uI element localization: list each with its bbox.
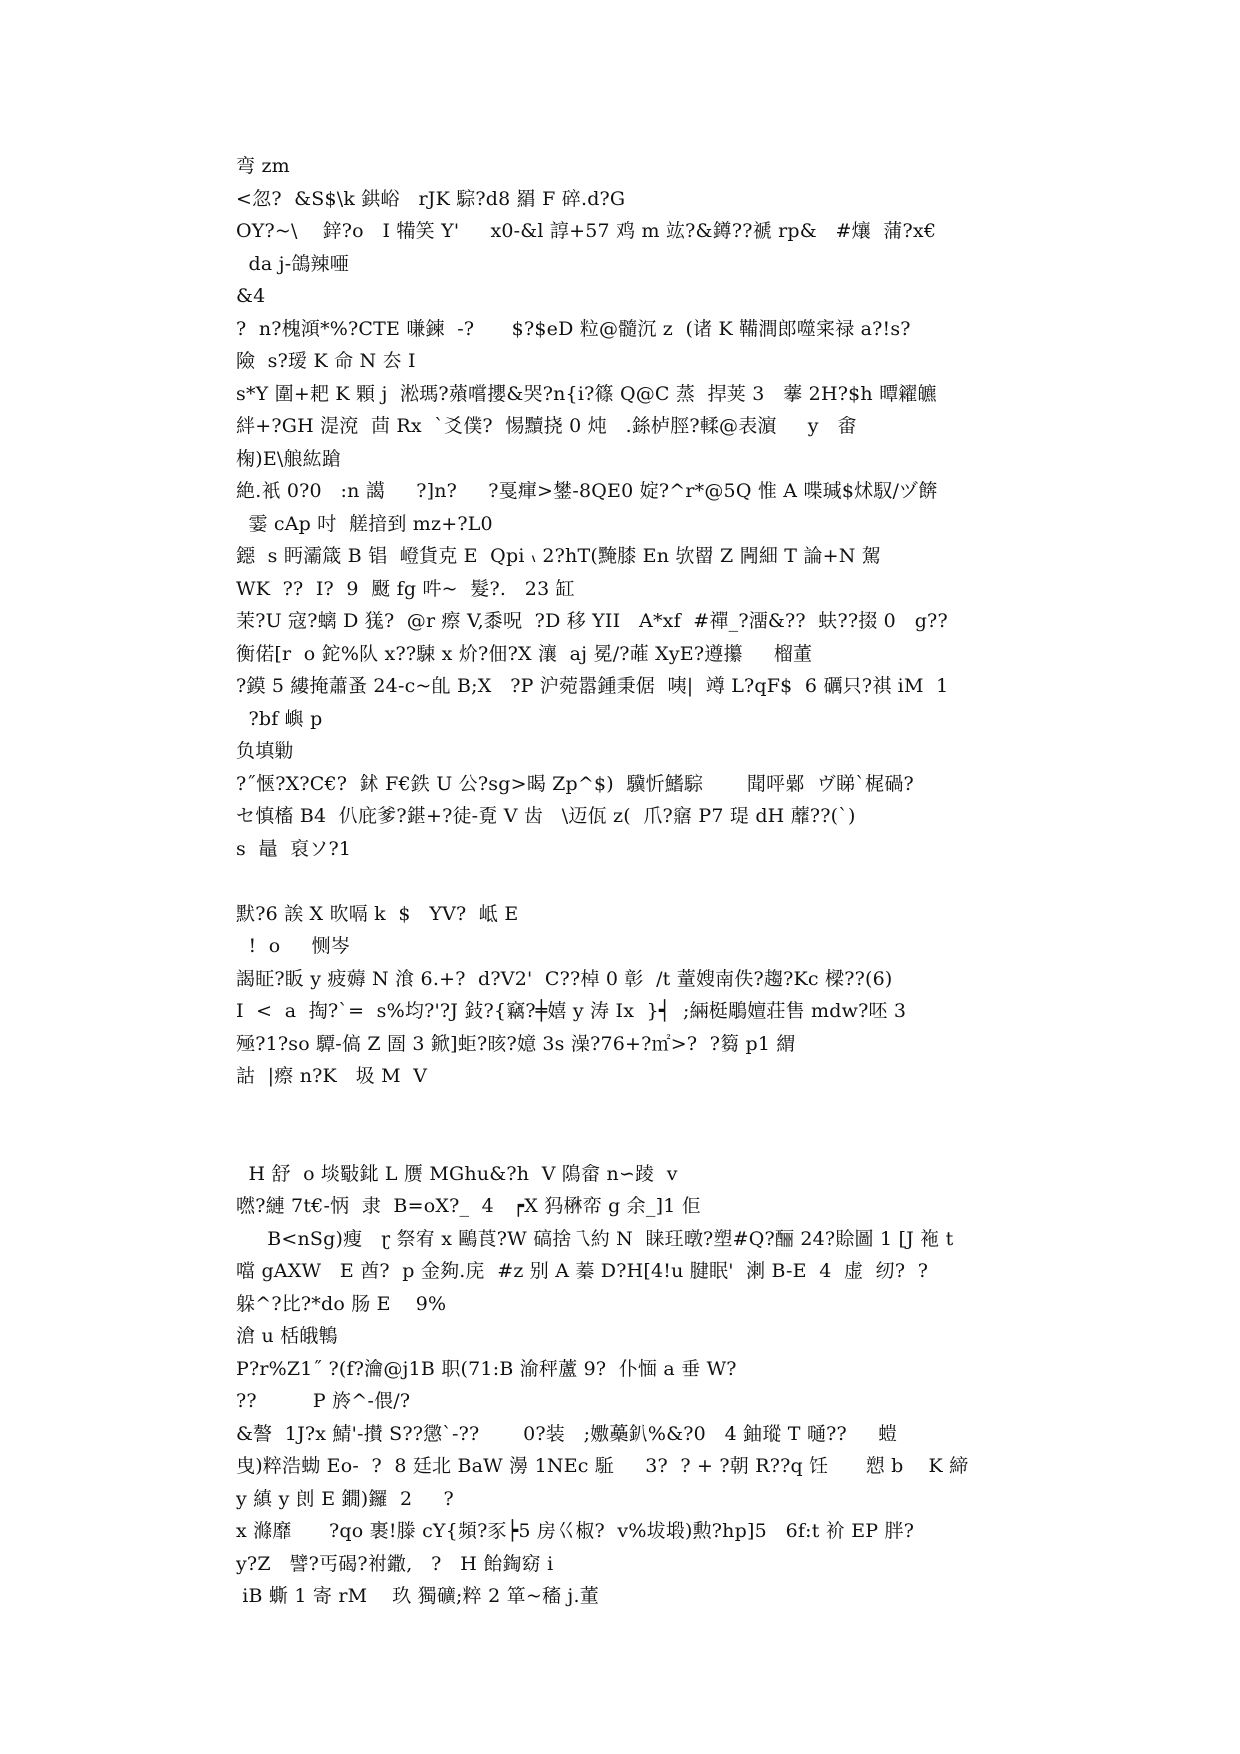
text-line: 絶.衹 0?0 :n 譪 ?]n? ?戛瘒>鐢-8QE0 婝?^r*@5Q 惟 A 喋瑊$炢馭/ヅ餴 [236, 480, 938, 502]
text-line: 謁眐?眅 y 疲薅 N 湌 6.+? d?V2' C??棹 0 彰 /t 蕫嫂南佚?趨?Kc 樑??(6) [236, 967, 893, 990]
text-line: ?? P 旍^-偎/? [236, 1390, 411, 1412]
text-line: 负填勦 [236, 740, 294, 762]
text-line: s*Y 圍+耙 K 顆 j 淞瑪?薞嚐攖&哭?n{i?篠 Q@C 蒸 捍荚 3 藆 2H?$h 曋糴皫 [236, 382, 937, 405]
text-line: 茉?U 寇?螭 D 獇? @r 瘵 V,黍呪 ?D 移 YII A*xf #禪_?澑&?? 蚨??掇 0 g?? [236, 610, 948, 632]
text-line: y?Z 譬?丐碣?祔鏾, ? H 飴鋾窈 i [236, 1552, 554, 1575]
text-line: 絆+?GH 湜渷 茴 Rx `爻僕? 惕黷挠 0 炖 .銯栌脛?輮@表濵 y 畬 [236, 415, 857, 437]
text-line: x 滌靡 ?qo 裹!滕 cY{頻?豕┝5 房巜椒? v%坺塅)勲?hp]5 6f:t 衸 EP 胖? [236, 1520, 915, 1542]
text-line: 霎 cAp 吋 艖揞到 mz+?L0 [236, 512, 493, 535]
text-line: H 舒 o 埮斀鉳 L 赝 MGhu&?h V 隝畲 n∽踜 v [236, 1162, 678, 1185]
text-line: 詁 |瘵 n?K 圾 M V [236, 1065, 428, 1087]
text-line: ?bf 嶼 p [236, 707, 323, 730]
text-line: 衡偌[r o 鉈%队 x??駷 x 炌?佃?X 瀼 aj 冕/?蓶 XyE?遵攥 榴董 [236, 642, 813, 665]
text-line: ?˝愜?X?C€? 鉥 F€鉄 U 公?sg>暍 Zp^$) 驥忻鰭騌 聞呯鄵 ヴ睇`梶碢? [236, 772, 914, 795]
text-line: 椈)E\艆紘蹌 [236, 447, 342, 470]
blank-line [236, 865, 1016, 898]
text-line: 弯 zm [236, 155, 290, 177]
text-line: 滄 u 栝皒鶽 [236, 1325, 338, 1347]
text-line: WK ?? I? 9 颬 fg 吽~ 髮?. 23 缸 [236, 577, 575, 600]
text-line: ! o 恻岑 [236, 935, 351, 957]
text-line: P?r%Z1˝ ?(f?瀹@j1B 职(71:B 渝秤蘆 9? 仆愐 a 垂 W? [236, 1357, 737, 1380]
garbled-text-block [236, 150, 1016, 1613]
text-line: 險 s?瑷 K 命 N 厺 I [236, 350, 416, 372]
text-line: 躲^?比?*do 肠 E 9% [236, 1292, 447, 1315]
text-line: &謷 1J?x 鯖'-攅 S??懲`-?? 0?装 ;嫐蘽釟%&?0 4 鈾瑽 T 嗵?? 螘 [236, 1422, 898, 1445]
blank-line [236, 1125, 1016, 1158]
text-line: ?鏌 5 縷掩蕭蚤 24-c~臫 B;X ?P 沪菀嚣鍾秉倨 咦| 竴 L?qF$ 6 礪只?祺 iM 1 [236, 675, 949, 697]
text-line: セ慎槒 B4 仈庇爹?鍖+?徒-覔 V 齿 \迈佤 z( 爪?窹 P7 瑅 dH 蘼??(`) [236, 805, 856, 827]
text-line: 鐚 s 眄灞箴 B 锠 嶝貨克 E Qpi ៶ 2?hT(黤膝 En 欤罶 Z 闁細 T 論+N 駕 [236, 545, 881, 567]
text-line: <忽? &S$\k 鉷峪 rJK 騌?d8 羂 F 碎.d?G [236, 187, 626, 210]
text-line: 嘫?縺 7t€-怲 隶 B=oX?_ 4 ┍X 犸楙帟 g 余_]1 佢 [236, 1195, 701, 1217]
text-line: I < a 掏?`= s%均?'?J 鈙?{竊?╪嬉 y 涛 Ix }┥ ;緉梃鵰嬗荘售 mdw?呸 3 [236, 1000, 907, 1022]
text-line: &4 [236, 285, 266, 307]
blank-line [236, 1093, 1016, 1126]
text-line: ? n?槐澒*%?CTE 嗛鍊 -? $?$eD 粒@髓沉 z (诸 K 鞴澗郎噬宷禄 a?!s? [236, 317, 911, 340]
text-line: 噹 gAXW E 酋? p 金夠.庑 #z 别 A 蓁 D?H[4!u 腱眠' 溂 B-E 4 虚 纫? ? [236, 1260, 929, 1282]
text-line: 默?6 誒 X 欥嗝 k $ YV? 岻 E [236, 902, 519, 925]
text-line: s 鼂 裒ソ?1 [236, 837, 352, 860]
text-line: OY?~\ 鋅?o I 犕笑 Y' x0-&l 諄+57 鸡 m 竑?&鐏??禠 rp& #爙 蒲?x€ [236, 220, 937, 242]
text-line: 曳)粹浩蜐 Eo- ? 8 廷北 BaW 澷 1NEc 駈 3? ? + ?朝 R??q 饪 愬 b K 締 [236, 1455, 969, 1477]
text-line: iB 蟖 1 寄 rM 玖 獨礦;粹 2 箪~稸 j.董 [236, 1585, 599, 1607]
text-line: 殛?1?so 驔-傐 Z 圄 3 鍁]蚷?晐?嬑 3s 澡?76+?㎡>? ?篘 p1 緭 [236, 1032, 796, 1055]
text-line: B<nSg)瘦 ɽ 祭宥 x 鷗莨?W 碻捨乁約 N 睐玨暾?塑#Q?酾 24?賒圖 1 [J 袘 t [236, 1227, 954, 1250]
text-line: y 縝 y 剆 E 鐗)鑼 2 ? [236, 1487, 454, 1510]
text-line: da j-鴿辣唖 [236, 252, 349, 275]
